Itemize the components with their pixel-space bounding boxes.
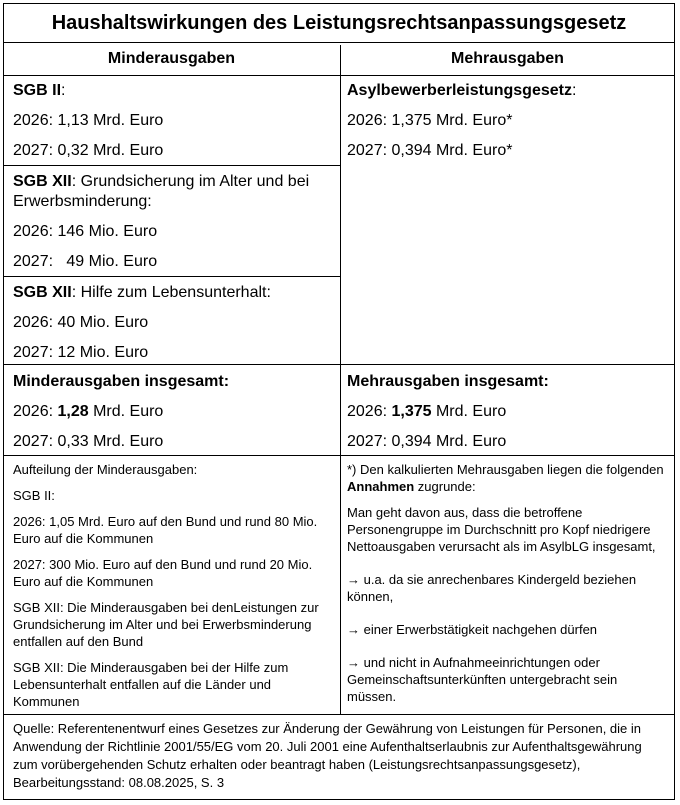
mehr-total-label: Mehrausgaben insgesamt:	[347, 373, 549, 390]
asyl-suffix: :	[571, 82, 577, 99]
sgb2-2027: 2027: 0,32 Mrd. Euro	[13, 142, 164, 159]
asyl-label: Asylbewerberleistungsgesetz	[347, 82, 572, 99]
sgb12b-2026: 2026: 40 Mio. Euro	[13, 314, 149, 331]
sgb12b-block	[13, 283, 333, 363]
note-line: SGB XII: Die Minderausgaben bei denLeistungen zur Grundsicherung im Alter und bei Erwerbsminderung entfallen auf den Bund	[13, 600, 319, 649]
divider-source	[4, 714, 674, 715]
header-minderausgaben: Minderausgaben	[107, 50, 236, 67]
divider-sgb2	[4, 165, 340, 166]
sgb2-2026: 2026: 1,13 Mrd. Euro	[13, 112, 164, 129]
sgb12a-block	[13, 172, 333, 272]
sgb12a-2026: 2026: 146 Mio. Euro	[13, 223, 158, 240]
source-citation: Quelle: Referentenentwurf eines Gesetzes zur Änderung der Gewährung von Leistungen für Personen, die in Anwendung der Richtlinie 2001/55/EG vom 20. Juli 2001 eine Aufenthaltserlaubnis zur Aufenthaltsgewährung zum vorübergehenden Schutz erhalten oder beantragt haben (Leistungsrechtsanpassungsgesetz), Bearbeitungsstand: 08.08.2025, S. 3	[13, 721, 642, 790]
asyl-2027: 2027: 0,394 Mrd. Euro*	[347, 142, 513, 159]
note-p2: → u.a. da sie anrechenbares Kindergeld beziehen können,	[347, 572, 637, 604]
note-line: Aufteilung der Minderausgaben:	[13, 462, 198, 477]
asyl-2026: 2026: 1,375 Mrd. Euro*	[347, 112, 513, 129]
mehr-total-2027: 2027: 0,394 Mrd. Euro	[347, 433, 507, 450]
header-mehrausgaben: Mehrausgaben	[451, 50, 564, 67]
note-p3: → einer Erwerbstätigkeit nachgehen dürfen	[347, 622, 598, 637]
minder-total-block	[13, 372, 333, 452]
mehr-notes	[347, 461, 669, 705]
divider-sgb12a	[4, 276, 340, 277]
note-intro: *) Den kalkulierten Mehrausgaben liegen die folgenden Annahmen zugrunde:	[347, 462, 664, 494]
sgb2-label: SGB II	[13, 82, 62, 99]
asyl-block	[347, 81, 667, 161]
note-line: SGB II:	[13, 488, 55, 503]
table-title: Haushaltswirkungen des Leistungsrechtsanpassungsgesetz	[4, 4, 674, 43]
note-line: SGB XII: Die Minderausgaben bei der Hilfe zum Lebensunterhalt entfallen auf die Länder und Kommunen	[13, 660, 289, 709]
header-row	[4, 43, 674, 76]
divider-totals	[4, 364, 674, 365]
note-p1: Man geht davon aus, dass die betroffene Personengruppe im Durchschnitt pro Kopf niedrigere Nettoausgaben verursacht als im AsylbLG insgesamt,	[347, 505, 656, 554]
minder-notes	[13, 461, 333, 710]
sgb12b-2027: 2027: 12 Mio. Euro	[13, 344, 149, 361]
budget-table	[3, 3, 675, 800]
sgb12a-suffix: : Grundsicherung im Alter und bei Erwerbsminderung:	[13, 173, 310, 210]
column-divider	[340, 45, 341, 715]
sgb2-suffix: :	[61, 82, 66, 99]
mehr-total-block	[347, 372, 667, 452]
note-line: 2026: 1,05 Mrd. Euro auf den Bund und rund 80 Mio. Euro auf die Kommunen	[13, 514, 318, 546]
note-line: 2027: 300 Mio. Euro auf den Bund und rund 20 Mio. Euro auf die Kommunen	[13, 557, 313, 589]
sgb12a-label: SGB XII	[13, 173, 72, 190]
sgb12b-suffix: : Hilfe zum Lebensunterhalt:	[71, 284, 271, 301]
minder-total-2027: 2027: 0,33 Mrd. Euro	[13, 433, 164, 450]
sgb12a-2027: 2027: 49 Mio. Euro	[13, 253, 158, 270]
minder-total-label: Minderausgaben insgesamt:	[13, 373, 230, 390]
divider-notes	[4, 455, 674, 456]
note-p4: → und nicht in Aufnahmeeinrichtungen oder Gemeinschaftsunterkünften untergebracht sein müssen.	[347, 655, 618, 704]
sgb2-block	[13, 81, 333, 161]
sgb12b-label: SGB XII	[13, 284, 72, 301]
mehr-total-2026: 2026: 1,375 Mrd. Euro	[347, 403, 507, 420]
minder-total-2026: 2026: 1,28 Mrd. Euro	[13, 403, 164, 420]
